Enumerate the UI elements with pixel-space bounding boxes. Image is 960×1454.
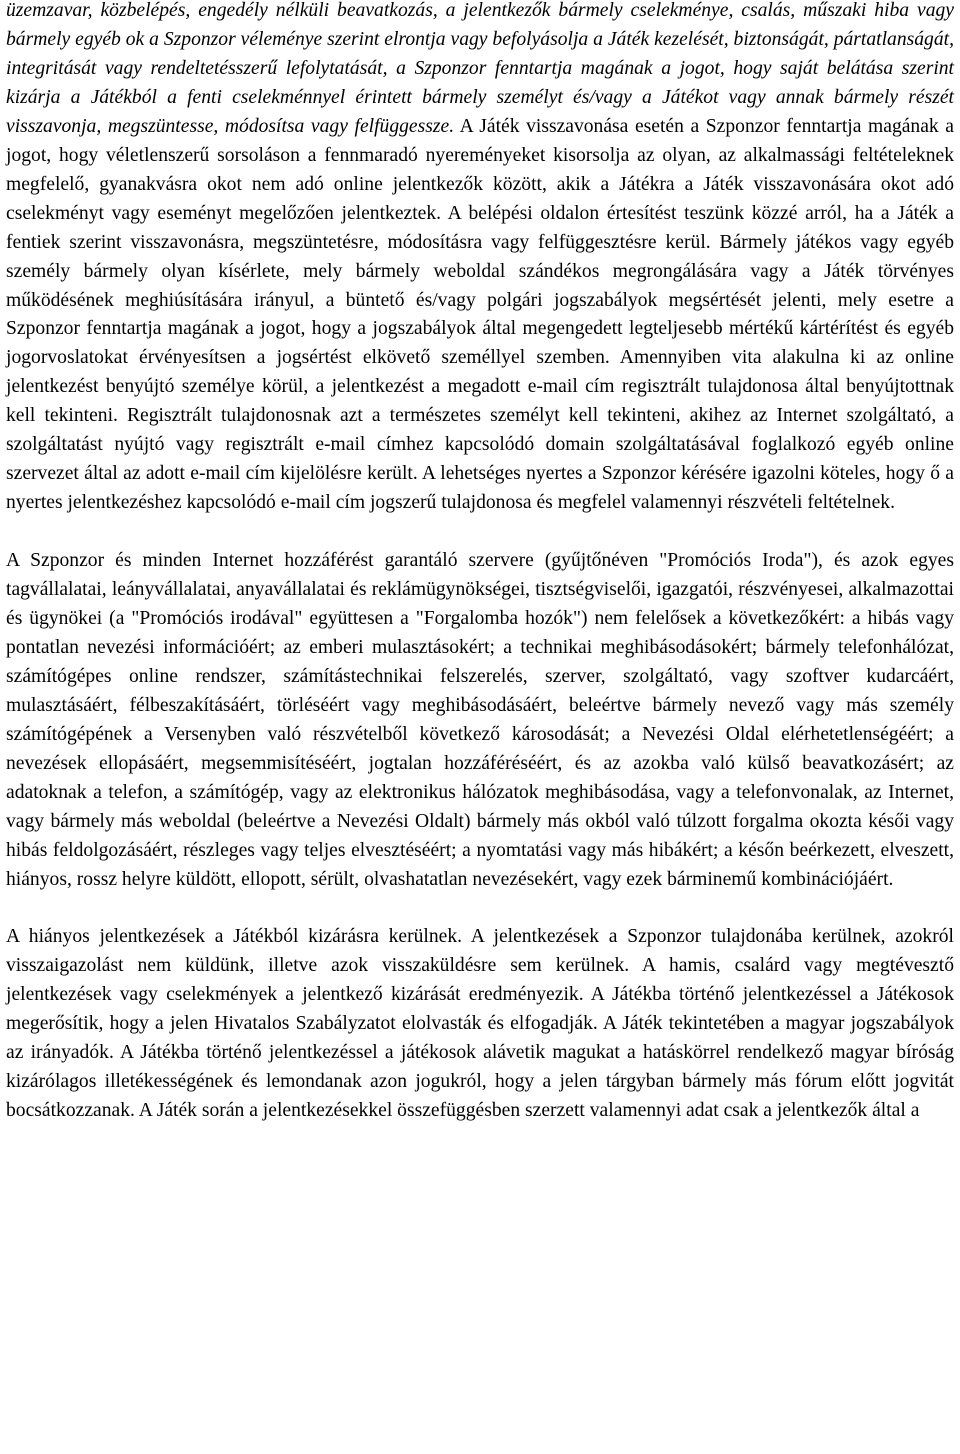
paragraph-text-segment: A Szponzor és minden Internet hozzáférést garantáló szervere (gyűjtőnéven "Promóciós Iroda"), és azok egyes tagvállalatai, leányvállalatai, anyavállalatai és reklámügynökségei, tisztségviselői, igazgatói, részvényesei, alkalmazottai és ügynökei (a "Promóciós irodával" együttesen a "Forgalomba hozók") nem felelősek a következőkért: a hibás vagy pontatlan nevezési információért; az emberi mulasztásokért; a technikai meghibásodásokért; bármely telefonhálózat, számítógépes online rendszer, számítástechnikai felszerelés, szerver, szolgáltató, vagy szoftver kudarcáért, mulasztásáért, félbeszakításáért, törléséért vagy meghibásodásáért, beleértve bármely nevező vagy más személy számítógépének a Versenyben való részvételből következő károsodását; a Nevezési Oldal elérhetetlenségéért; a nevezések ellopásáért, megsemmisítéséért, jogtalan hozzáféréséért, és az azokba való külső beavatkozásért; az adatoknak a telefon, a számítógép, vagy az elektronikus hálózatok meghibásodása, vagy a telefonvonalak, az Internet, vagy bármely más weboldal (beleértve a Nevezési Oldalt) bármely más okból való túlzott forgalma okozta késői vagy hibás feldolgozásáért, részleges vagy teljes elvesztéséért; a nyomtatási vagy más hibákért; a későn beérkezett, elveszett, hiányos, rossz helyre küldött, ellopott, sérült, olvashatatlan nevezésekért, vagy ezek bárminemű kombinációjáért. xyxy=(6,550,954,890)
paragraph-italic-segment: üzemzavar, közbelépés, engedély nélküli beavatkozás, a jelentkezők bármely cselekménye, csalás, műszaki hiba vagy bármely egyéb ok a Szponzor véleménye szerint elrontja vagy befolyásolja a Játék kezelését, biztonságát, pártatlanságát, integritását vagy rendeltetésszerű lefolytatását, a Szponzor fenntartja magának a jogot, hogy saját belátása szerint kizárja a Játékból a fenti cselekménnyel érintett bármely személyt és/vagy a Játékot vagy annak bármely részét visszavonja, megszüntesse, módosítsa vagy felfüggessze. xyxy=(6,0,954,137)
document-page xyxy=(6,0,954,1126)
paragraph-text-segment: A Játék visszavonása esetén a Szponzor fenntartja magának a jogot, hogy véletlenszerű sorsoláson a fennmaradó nyereményeket kisorsolja az olyan, az alkalmassági feltételeknek megfelelő, gyanakvásra okot nem adó online jelentkezők között, akik a Játékra a Játék visszavonására okot adó cselekményt vagy eseményt megelőzően jelentkeztek. A belépési oldalon értesítést teszünk közzé arról, ha a Játék a fentiek szerint visszavonásra, megszüntetésre, módosításra vagy felfüggesztésre kerül. Bármely játékos vagy egyéb személy bármely olyan kísérlete, mely bármely weboldal szándékos megrongálására vagy a Játék törvényes működésének meghiúsítására irányul, a büntető és/vagy polgári jogszabályok megsértését jelenti, mely esetre a Szponzor fenntartja magának a jogot, hogy a jogszabályok által megengedett legteljesebb mértékű kártérítést és egyéb jogorvoslatokat érvényesítsen a jogsértést elkövető személlyel szemben. Amennyiben vita alakulna ki az online jelentkezést benyújtó személye körül, a jelentkezést a megadott e-mail cím regisztrált tulajdonosa által benyújtottnak kell tekinteni. Regisztrált tulajdonosnak azt a természetes személyt kell tekinteni, akihez az Internet szolgáltató, a szolgáltatást nyújtó vagy regisztrált e-mail címhez kapcsolódó domain szolgáltatásával foglalkozó egyéb online szervezet által az adott e-mail cím kijelölésre került. A lehetséges nyertes a Szponzor kérésére igazolni köteles, hogy ő a nyertes jelentkezéshez kapcsolódó e-mail cím jogszerű tulajdonosa és megfelel valamennyi részvételi feltételnek. xyxy=(6,115,955,514)
paragraph-entries-governing-law xyxy=(6,923,954,1126)
paragraph-liability-disclaimer xyxy=(6,547,954,894)
paragraph-text-segment: A hiányos jelentkezések a Játékból kizárásra kerülnek. A jelentkezések a Szponzor tulajdonába kerülnek, azokról visszaigazolást nem küldünk, illetve azok visszaküldésre sem kerülnek. A hamis, csalárd vagy megtévesztő jelentkezések vagy cselekmények a jelentkező kizárását eredményezik. A Játékba történő jelentkezéssel a Játékosok megerősítik, hogy a jelen Hivatalos Szabályzatot elolvasták és elfogadják. A Játék tekintetében a magyar jogszabályok az irányadók. A Játékba történő jelentkezéssel a játékosok alávetik magukat a hatáskörrel rendelkező magyar bíróság kizárólagos illetékességének és lemondanak azon jogukról, hogy a jelen tárgyban bármely más fórum előtt jogvitát bocsátkozzanak. A Játék során a jelentkezésekkel összefüggésben szerzett valamennyi adat csak a jelentkezők által a xyxy=(6,926,954,1122)
paragraph-cancellation-rules xyxy=(6,0,954,518)
